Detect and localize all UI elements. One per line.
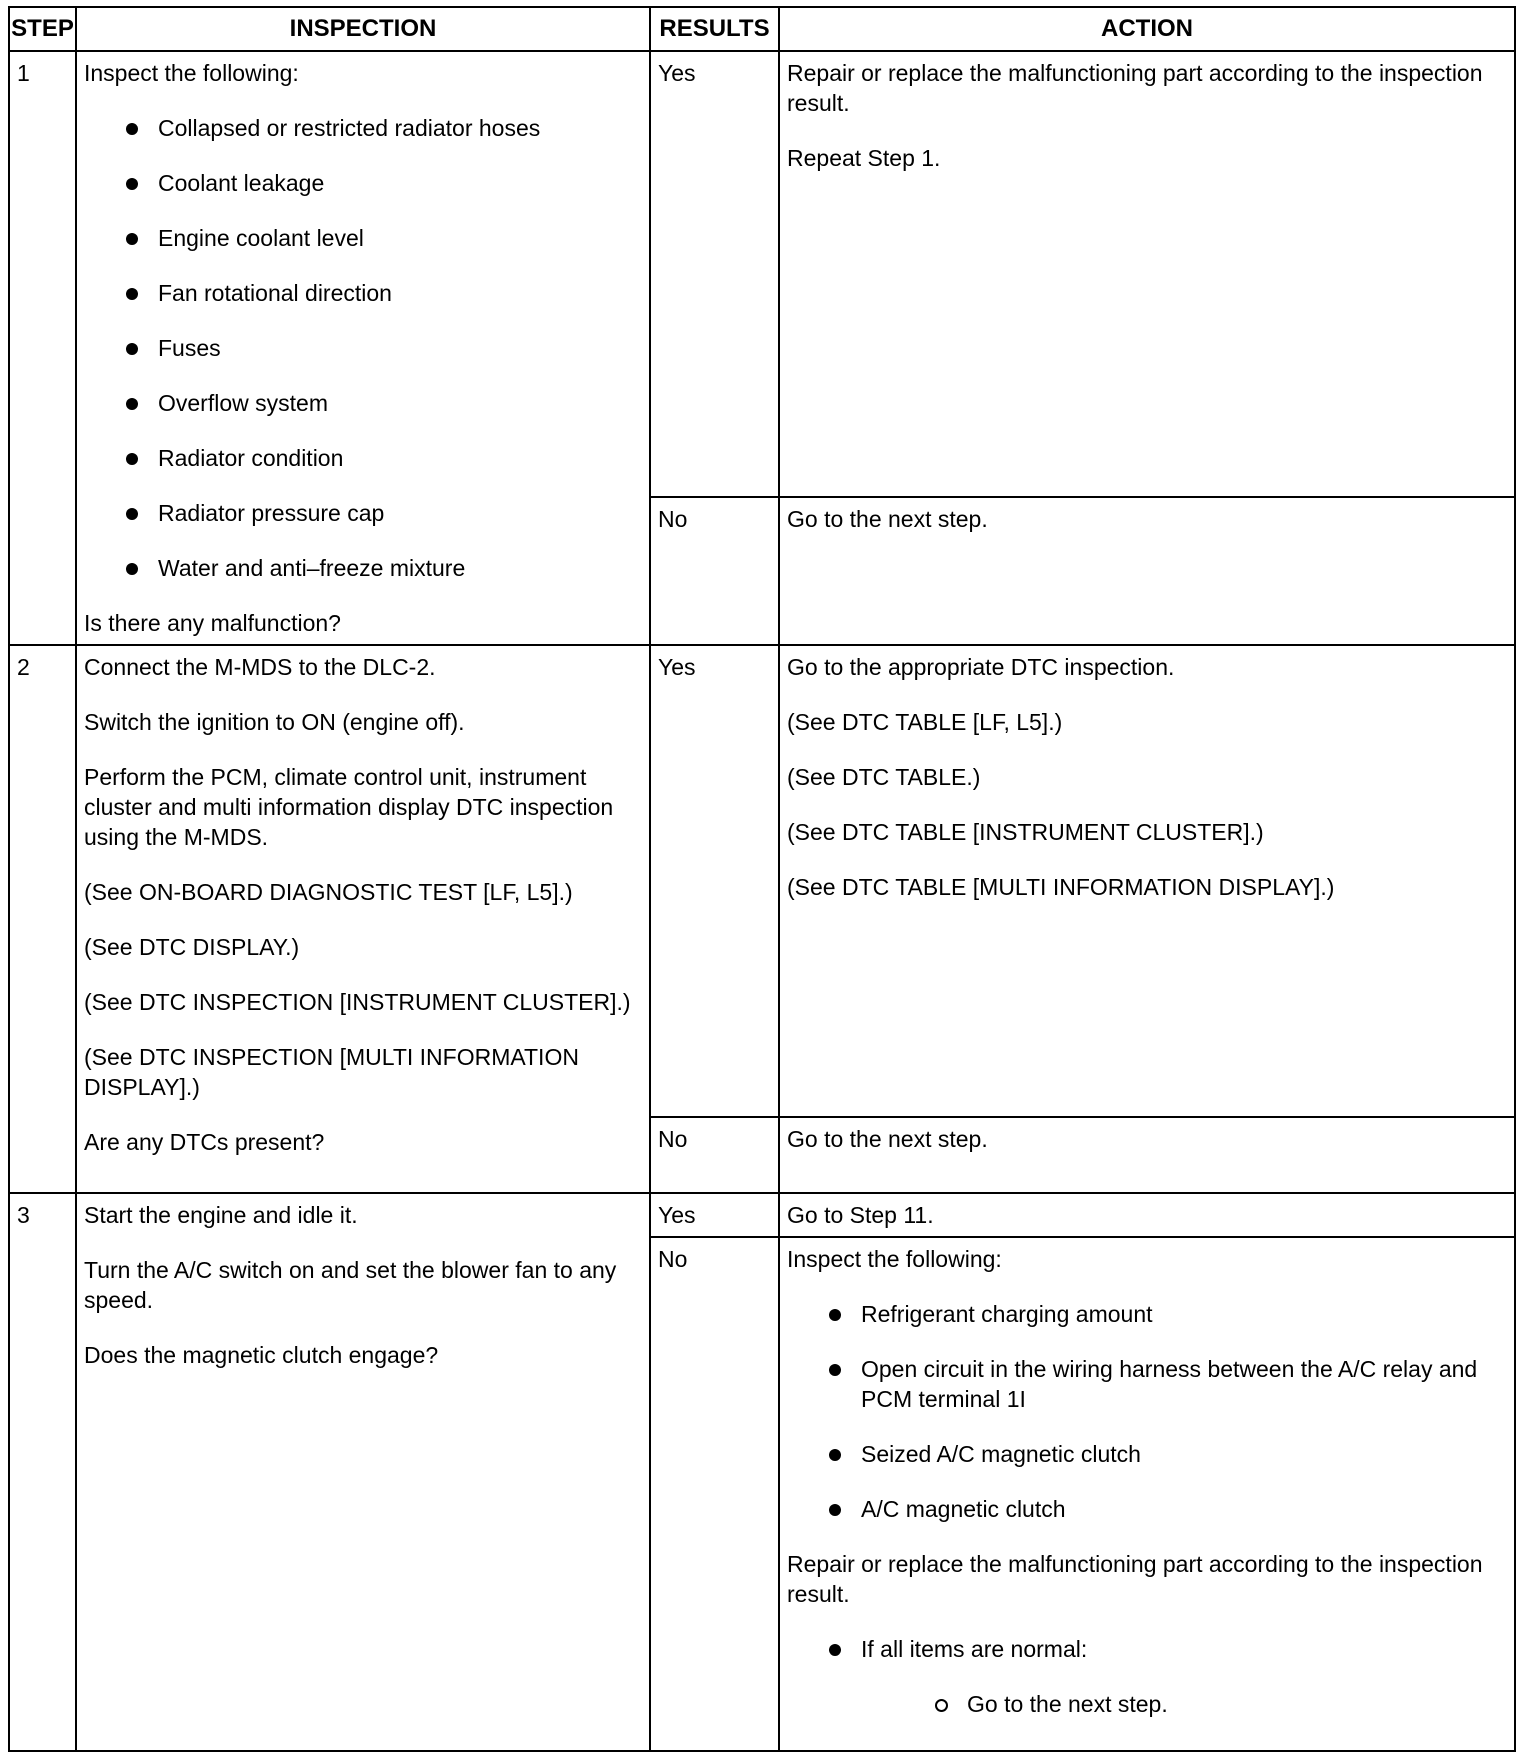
inspection-text: (See ON-BOARD DIAGNOSTIC TEST [LF, L5].)	[84, 879, 573, 905]
list-item: Coolant leakage	[126, 168, 642, 198]
result-yes: Yes	[650, 51, 779, 497]
step-number: 1	[9, 51, 76, 645]
condition-text: If all items are normal:	[861, 1636, 1088, 1662]
inspection-cell	[76, 1193, 650, 1751]
table-row	[9, 645, 1515, 1117]
header-row	[9, 7, 1515, 51]
result-no: No	[650, 497, 779, 645]
inspection-text: Connect the M-MDS to the DLC-2.	[84, 654, 436, 680]
action-text: (See DTC TABLE [INSTRUMENT CLUSTER].)	[787, 819, 1264, 845]
inspection-cell	[76, 645, 650, 1193]
table-row	[9, 51, 1515, 497]
list-item: Radiator pressure cap	[126, 498, 642, 528]
action-text: Inspect the following:	[787, 1246, 1002, 1272]
action-text: Repeat Step 1.	[787, 145, 941, 171]
sub-list	[861, 1689, 1507, 1719]
action-text: (See DTC TABLE.)	[787, 764, 981, 790]
result-yes: Yes	[650, 645, 779, 1117]
inspection-cell	[76, 51, 650, 645]
inspection-text: Start the engine and idle it.	[84, 1202, 358, 1228]
inspection-question: Are any DTCs present?	[84, 1129, 325, 1155]
list-item: Collapsed or restricted radiator hoses	[126, 113, 642, 143]
list-item: Fuses	[126, 333, 642, 363]
list-item: A/C magnetic clutch	[829, 1494, 1507, 1524]
action-cell: Go to Step 11.	[779, 1193, 1515, 1237]
inspection-question: Does the magnetic clutch engage?	[84, 1342, 439, 1368]
action-text: (See DTC TABLE [MULTI INFORMATION DISPLAY].)	[787, 874, 1335, 900]
action-text: Go to the appropriate DTC inspection.	[787, 654, 1175, 680]
inspection-text: (See DTC INSPECTION [INSTRUMENT CLUSTER].)	[84, 989, 631, 1015]
action-condition-list	[787, 1634, 1507, 1719]
diagnostic-table	[8, 6, 1516, 1752]
action-text: Repair or replace the malfunctioning part according to the inspection result.	[787, 1551, 1483, 1607]
list-item: Fan rotational direction	[126, 278, 642, 308]
inspection-text: Switch the ignition to ON (engine off).	[84, 709, 465, 735]
inspection-intro: Inspect the following:	[84, 60, 299, 86]
header-inspection: INSPECTION	[76, 7, 650, 51]
sub-list-item: Go to the next step.	[935, 1689, 1507, 1719]
list-item: Seized A/C magnetic clutch	[829, 1439, 1507, 1469]
inspection-text: (See DTC INSPECTION [MULTI INFORMATION DISPLAY].)	[84, 1044, 579, 1100]
result-no: No	[650, 1237, 779, 1751]
action-cell	[779, 645, 1515, 1117]
table-row	[9, 1193, 1515, 1237]
list-item: Refrigerant charging amount	[829, 1299, 1507, 1329]
inspection-text: (See DTC DISPLAY.)	[84, 934, 300, 960]
result-no: No	[650, 1117, 779, 1193]
list-item: Open circuit in the wiring harness between the A/C relay and PCM terminal 1I	[829, 1354, 1507, 1414]
action-list	[787, 1299, 1507, 1524]
step-number: 2	[9, 645, 76, 1193]
list-item: Radiator condition	[126, 443, 642, 473]
inspection-text: Perform the PCM, climate control unit, instrument cluster and multi information display DTC inspection using the M-MDS.	[84, 764, 614, 850]
step-number: 3	[9, 1193, 76, 1751]
action-cell	[779, 51, 1515, 497]
action-text: (See DTC TABLE [LF, L5].)	[787, 709, 1063, 735]
header-results: RESULTS	[650, 7, 779, 51]
list-item: Overflow system	[126, 388, 642, 418]
action-cell: Go to the next step.	[779, 497, 1515, 645]
action-cell: Go to the next step.	[779, 1117, 1515, 1193]
inspection-text: Turn the A/C switch on and set the blower fan to any speed.	[84, 1257, 617, 1313]
action-text: Repair or replace the malfunctioning part according to the inspection result.	[787, 60, 1483, 116]
header-action: ACTION	[779, 7, 1515, 51]
inspection-question: Is there any malfunction?	[84, 610, 341, 636]
header-step: STEP	[9, 7, 76, 51]
inspection-list	[84, 113, 642, 583]
list-item: Engine coolant level	[126, 223, 642, 253]
list-item	[829, 1634, 1507, 1719]
list-item: Water and anti–freeze mixture	[126, 553, 642, 583]
action-cell	[779, 1237, 1515, 1751]
result-yes: Yes	[650, 1193, 779, 1237]
